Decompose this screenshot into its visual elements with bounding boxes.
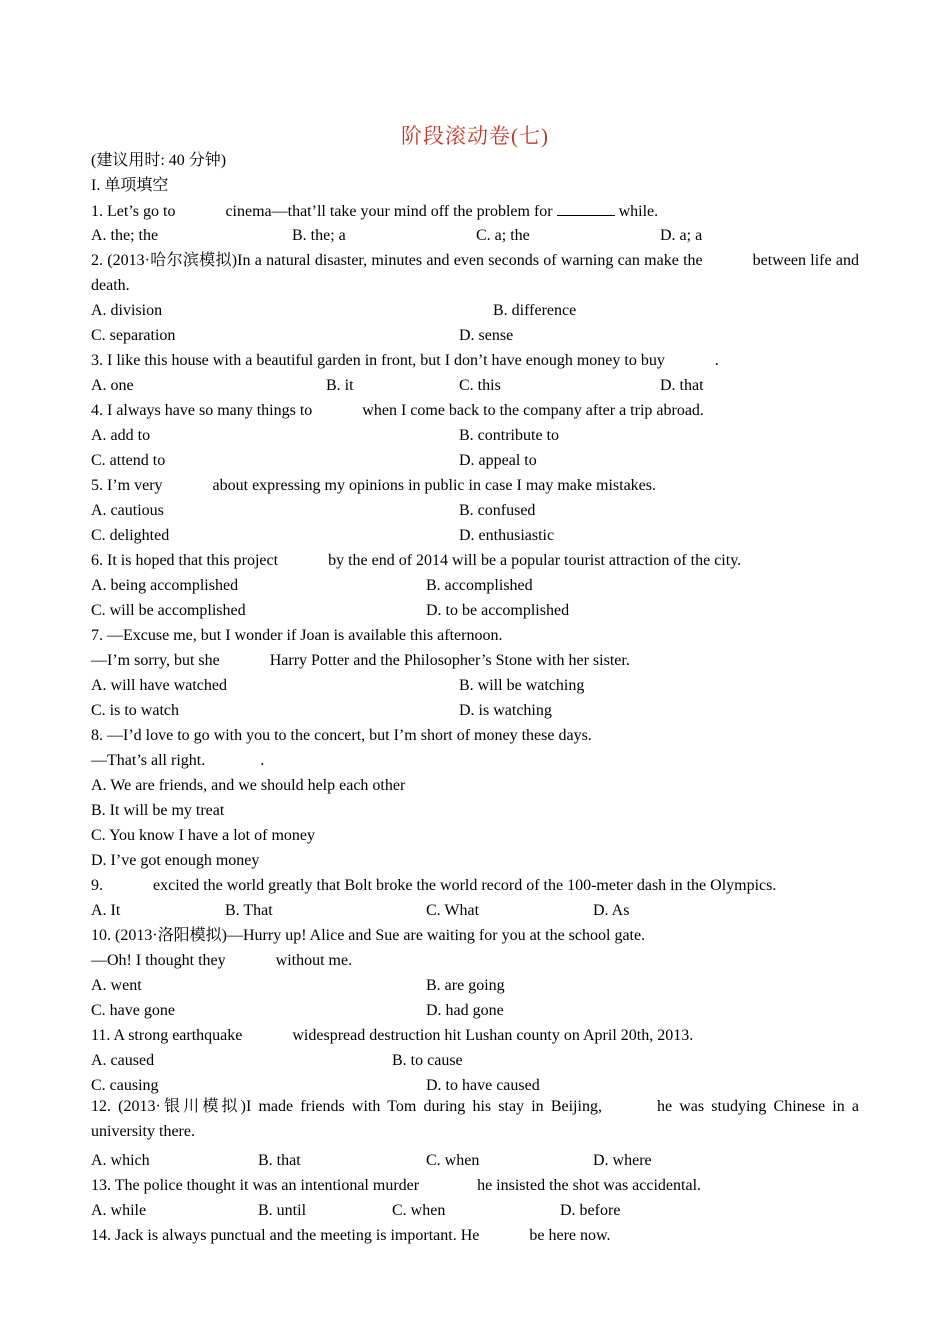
question-text: between life: [752, 252, 832, 269]
time-note: (建议用时: 40 分钟): [91, 152, 227, 169]
question-7: 7. —Excuse me, but I wonder if Joan is available this afternoon.: [91, 627, 503, 644]
option-b: B. difference: [493, 302, 577, 319]
question-text: university there.: [91, 1123, 195, 1140]
option-a: A. the; the: [91, 227, 159, 244]
question-text: be here now.: [529, 1227, 611, 1244]
option-b: B. are going: [426, 977, 505, 994]
question-text: 11. A strong earthquake: [91, 1027, 243, 1044]
option-a: A. caused: [91, 1052, 155, 1069]
section-heading: I. 单项填空: [91, 177, 169, 194]
question-text: excited the world greatly that Bolt broke the world record of the 100-meter dash in the Olympics.: [153, 877, 777, 894]
question-text: and death.: [91, 252, 860, 294]
option-d: D. a; a: [660, 227, 703, 244]
option-a: A. which: [91, 1152, 150, 1169]
option-c: C. when: [426, 1152, 480, 1169]
question-text: .: [714, 352, 719, 369]
option-a: A. one: [91, 377, 134, 394]
question-4: [91, 401, 704, 421]
question-text: 6. It is hoped that this project: [91, 552, 279, 569]
question-text: 12. (2013·银川模拟)I made friends with Tom during his stay in Beijing,: [91, 1098, 602, 1115]
question-text: without me.: [275, 952, 353, 969]
option-a: A. went: [91, 977, 142, 994]
question-5: [91, 476, 656, 496]
question-text: 3. I like this house with a beautiful garden in front, but I don’t have enough money to buy: [91, 352, 665, 369]
option-c: C. when: [392, 1202, 446, 1219]
option-c: C. a; the: [476, 227, 530, 244]
option-a: A. division: [91, 302, 163, 319]
option-a: A. It: [91, 902, 121, 919]
question-text: 14. Jack is always punctual and the meeting is important. He: [91, 1227, 480, 1244]
question-7-reply: [91, 651, 630, 671]
option-d: D. sense: [459, 327, 514, 344]
question-11: [91, 1026, 693, 1046]
question-text: —That’s all right.: [91, 752, 206, 769]
question-text: while.: [618, 203, 659, 220]
option-c: C. You know I have a lot of money: [91, 827, 315, 844]
question-10-reply: [91, 951, 352, 971]
question-3: [91, 351, 719, 371]
question-text: 13. The police thought it was an intentional murder: [91, 1177, 420, 1194]
option-b: B. accomplished: [426, 577, 533, 594]
option-b: B. That: [225, 902, 273, 919]
option-c: C. separation: [91, 327, 176, 344]
option-c: C. have gone: [91, 1002, 175, 1019]
question-13: [91, 1176, 701, 1196]
option-a: A. add to: [91, 427, 151, 444]
question-text: 5. I’m very: [91, 477, 163, 494]
option-d: D. I’ve got enough money: [91, 852, 260, 869]
option-c: C. What: [426, 902, 480, 919]
question-text: 4. I always have so many things to: [91, 402, 313, 419]
option-d: D. enthusiastic: [459, 527, 555, 544]
question-12: [91, 1094, 859, 1144]
page-title: 阶段滚动卷(七): [401, 124, 549, 148]
question-text: 2. (2013·哈尔滨模拟)In a natural disaster, minutes and even seconds of warning can make the: [91, 252, 703, 269]
option-a: A. will have watched: [91, 677, 227, 694]
question-text: 9.: [91, 877, 103, 894]
option-b: B. the; a: [292, 227, 346, 244]
option-d: D. to have caused: [426, 1077, 540, 1094]
option-a: A. while: [91, 1202, 147, 1219]
question-text: .: [260, 752, 265, 769]
option-a: A. We are friends, and we should help each other: [91, 777, 406, 794]
option-c: C. is to watch: [91, 702, 179, 719]
question-9: [91, 876, 776, 896]
answer-blank: [557, 201, 615, 216]
question-text: he was studying Chinese in a: [656, 1098, 859, 1115]
question-14: [91, 1226, 611, 1246]
question-text: cinema—that’ll take your mind off the problem for: [225, 203, 553, 220]
question-text: he insisted the shot was accidental.: [477, 1177, 702, 1194]
question-text: Harry Potter and the Philosopher’s Stone with her sister.: [269, 652, 630, 669]
option-a: A. cautious: [91, 502, 164, 519]
question-text: 1. Let’s go to: [91, 203, 176, 220]
question-text: widespread destruction hit Lushan county on April 20th, 2013.: [292, 1027, 694, 1044]
option-b: B. until: [258, 1202, 307, 1219]
option-b: B. that: [258, 1152, 301, 1169]
option-c: C. causing: [91, 1077, 159, 1094]
option-b: B. to cause: [392, 1052, 463, 1069]
question-1: [91, 201, 658, 222]
option-c: C. attend to: [91, 452, 166, 469]
option-b: B. will be watching: [459, 677, 585, 694]
question-2: [91, 248, 859, 298]
option-d: D. where: [593, 1152, 652, 1169]
option-a: A. being accomplished: [91, 577, 239, 594]
question-text: when I come back to the company after a trip abroad.: [362, 402, 704, 419]
option-d: D. appeal to: [459, 452, 537, 469]
option-b: B. It will be my treat: [91, 802, 225, 819]
option-d: D. before: [560, 1202, 621, 1219]
option-c: C. delighted: [91, 527, 170, 544]
question-8-reply: [91, 751, 264, 771]
option-b: B. it: [326, 377, 354, 394]
option-d: D. that: [660, 377, 704, 394]
option-d: D. to be accomplished: [426, 602, 570, 619]
question-10: 10. (2013·洛阳模拟)—Hurry up! Alice and Sue are waiting for you at the school gate.: [91, 927, 646, 944]
question-text: by the end of 2014 will be a popular tourist attraction of the city.: [328, 552, 742, 569]
option-c: C. this: [459, 377, 501, 394]
question-text: —I’m sorry, but she: [91, 652, 220, 669]
option-b: B. confused: [459, 502, 536, 519]
option-d: D. is watching: [459, 702, 552, 719]
option-b: B. contribute to: [459, 427, 559, 444]
question-text: —Oh! I thought they: [91, 952, 226, 969]
option-c: C. will be accomplished: [91, 602, 246, 619]
option-d: D. had gone: [426, 1002, 504, 1019]
question-text: about expressing my opinions in public in case I may make mistakes.: [212, 477, 656, 494]
question-6: [91, 551, 741, 571]
option-d: D. As: [593, 902, 630, 919]
question-8: 8. —I’d love to go with you to the concert, but I’m short of money these days.: [91, 727, 592, 744]
